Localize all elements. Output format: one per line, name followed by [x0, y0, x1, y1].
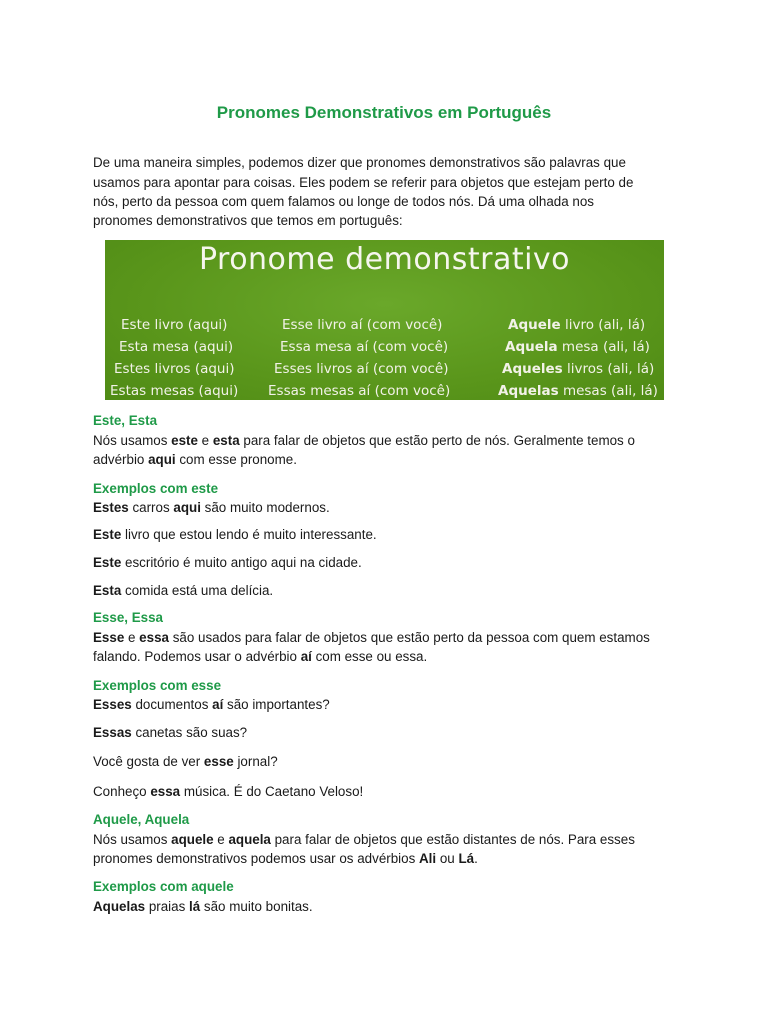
- body-line: Nós usamos aquele e aquela para falar de objetos que estão distantes de nós. Para esses: [93, 832, 635, 847]
- example-line: Conheço essa música. É do Caetano Veloso!: [93, 784, 364, 799]
- board-cell: Aqueles livros (ali, lá): [502, 361, 655, 377]
- example-line: Estes carros aqui são muito modernos.: [93, 500, 330, 515]
- section-heading: Este, Esta: [93, 413, 158, 428]
- board-cell: Esse livro aí (com você): [282, 317, 443, 333]
- board-title: Pronome demonstrativo: [198, 242, 571, 277]
- section-heading: Aquele, Aquela: [93, 812, 190, 827]
- body-line: advérbio aqui com esse pronome.: [93, 452, 297, 467]
- example-line: Você gosta de ver esse jornal?: [93, 754, 278, 769]
- board-cell: Estas mesas (aqui): [110, 383, 239, 399]
- section-heading: Esse, Essa: [93, 610, 163, 625]
- example-line: Esses documentos aí são importantes?: [93, 697, 330, 712]
- page-title: Pronomes Demonstrativos em Português: [216, 103, 552, 122]
- intro-line: usamos para apontar para coisas. Eles podem se referir para objetos que estejam perto de: [93, 175, 634, 190]
- section-heading: Exemplos com esse: [93, 678, 222, 693]
- section-heading: Exemplos com aquele: [93, 879, 234, 894]
- board-cell: Aquelas mesas (ali, lá): [498, 383, 658, 399]
- board-cell: Esta mesa (aqui): [119, 339, 234, 355]
- example-line: Aquelas praias lá são muito bonitas.: [93, 899, 313, 914]
- body-line: falando. Podemos usar o advérbio aí com esse ou essa.: [93, 649, 428, 664]
- example-line: Este livro que estou lendo é muito interessante.: [93, 527, 377, 542]
- chalkboard-image: [105, 240, 664, 400]
- example-line: Este escritório é muito antigo aqui na cidade.: [93, 555, 362, 570]
- board-cell: Essas mesas aí (com você): [268, 383, 451, 399]
- example-line: Esta comida está uma delícia.: [93, 583, 274, 598]
- board-cell: Essa mesa aí (com você): [280, 339, 449, 355]
- intro-line: pronomes demonstrativos que temos em português:: [93, 213, 403, 228]
- board-cell: Aquela mesa (ali, lá): [505, 339, 650, 355]
- board-cell: Aquele livro (ali, lá): [508, 317, 646, 333]
- body-line: pronomes demonstrativos podemos usar os advérbios Ali ou Lá.: [93, 851, 478, 866]
- board-cell: Estes livros (aqui): [114, 361, 235, 377]
- body-line: Esse e essa são usados para falar de objetos que estão perto da pessoa com quem estamos: [93, 630, 650, 645]
- example-line: Essas canetas são suas?: [93, 725, 248, 740]
- section-heading: Exemplos com este: [93, 481, 219, 496]
- board-cell: Este livro (aqui): [121, 317, 228, 333]
- intro-line: nós, perto da pessoa com quem falamos ou longe de todos nós. Dá uma olhada nos: [93, 194, 594, 209]
- board-cell: Esses livros aí (com você): [274, 361, 449, 377]
- body-line: Nós usamos este e esta para falar de objetos que estão perto de nós. Geralmente temos o: [93, 433, 635, 448]
- intro-line: De uma maneira simples, podemos dizer que pronomes demonstrativos são palavras que: [93, 155, 626, 170]
